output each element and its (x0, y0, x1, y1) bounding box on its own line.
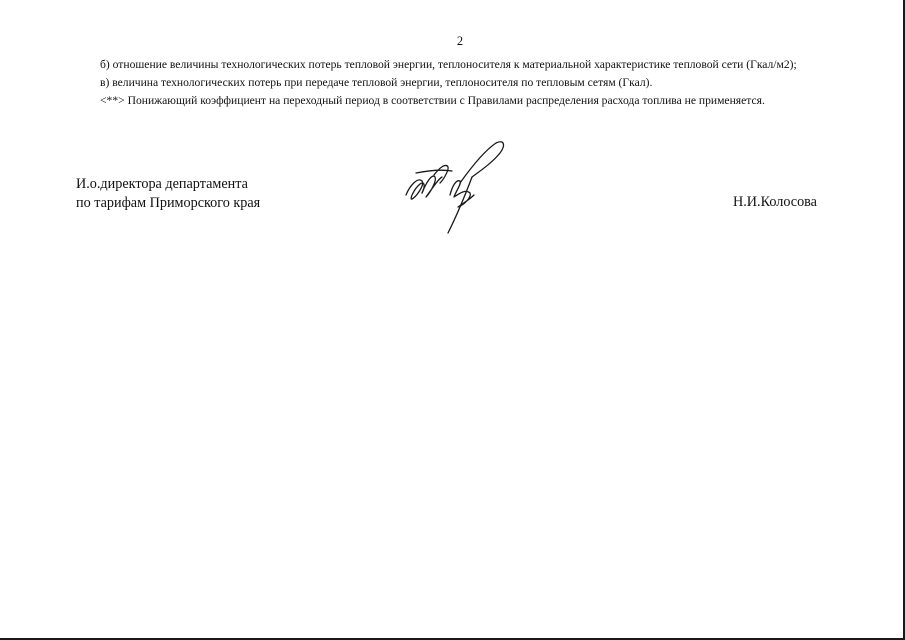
note-b: б) отношение величины технологических потерь тепловой энергии, теплоносителя к материальной характеристике тепловой сети (Гкал/м2); (100, 58, 797, 71)
note-reduction-coefficient: <**> Понижающий коэффициент на переходный период в соответствии с Правилами распределения расхода топлива не применяется. (100, 94, 765, 108)
handwritten-signature-icon (404, 137, 514, 237)
signatory-title-line-2: по тарифам Приморского края (76, 194, 261, 211)
page-number: 2 (456, 34, 464, 48)
signatory-title (76, 175, 260, 212)
signatory-title-line-1: И.о.директора департамента (76, 176, 248, 192)
footnotes-block (76, 57, 846, 112)
note-v: в) величина технологических потерь при передаче тепловой энергии, теплоносителя по тепловым сетям (Гкал). (100, 76, 653, 90)
signer-name: Н.И.Колосова (733, 194, 817, 210)
